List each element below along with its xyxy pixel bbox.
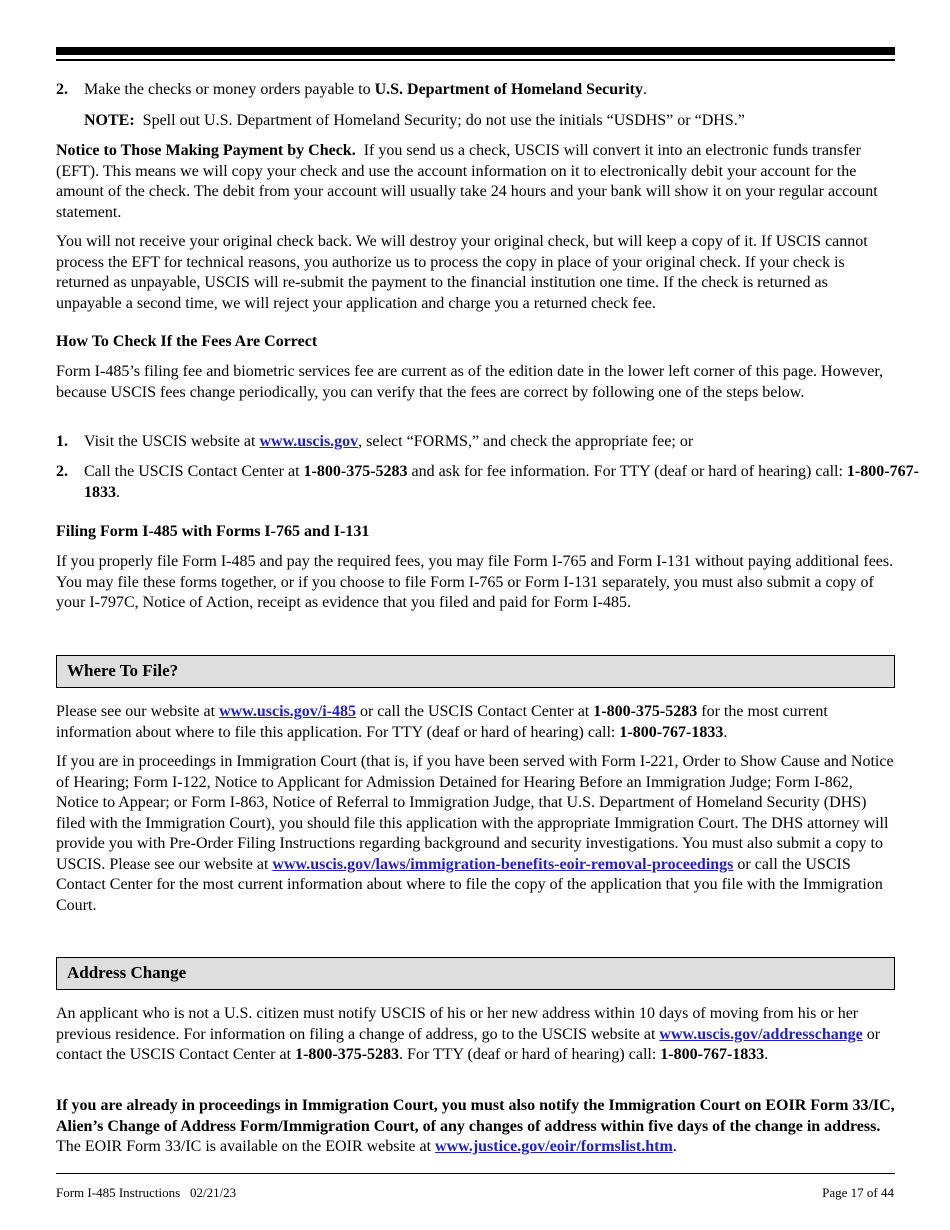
- check-notice-paragraph: [56, 141, 895, 223]
- uscis-website-link[interactable]: www.uscis.gov: [259, 433, 359, 450]
- header-rule-thick: [56, 47, 895, 55]
- payee-name: U.S. Department of Homeland Security: [374, 81, 643, 98]
- step-text-end: .: [116, 483, 120, 501]
- i485-link[interactable]: www.uscis.gov/i-485: [219, 703, 356, 720]
- step-text: Call the USCIS Contact Center at: [84, 463, 304, 480]
- address-paragraph-1: [56, 1004, 895, 1066]
- item-2-payable: [56, 80, 923, 101]
- address-text-mid: or contact the USCIS Contact Center at: [56, 1025, 881, 1063]
- filing-text: If you properly file Form I-485 and pay the required fees, you may file Form I-765 and Form I-131 without paying additional fees. You may file these forms together, or if you choose to file Form I-765 or Form I-131 separately, you must also submit a copy of your I-797C, Notice of Action, receipt as evidence that you filed and paid for Form I-485.: [56, 553, 894, 611]
- where-text-end: .: [723, 723, 728, 741]
- where-text-2-end: or call the USCIS Contact Center for the most current information about where to file the copy of the application that you file with the Immigration Court.: [56, 855, 883, 914]
- where-paragraph-2: [56, 752, 895, 916]
- step-text-mid: and ask for fee information. For TTY (deaf or hard of hearing) call:: [407, 463, 847, 480]
- item-number: 2.: [56, 81, 68, 98]
- fees-step-2: [56, 462, 923, 503]
- contact-phone: 1-800-375-5283: [295, 1046, 400, 1063]
- where-text-2: If you are in proceedings in Immigration Court (that is, if you have been served with Form I-221, Order to Show Cause and Notice of Hearing; Form I-122, Notice to Applicant for Admission Detained for Hearing Before an Immigration Judge; Form I-862, Notice to Appear; or Form I-863, Notice of Referral to Immigration Judge, that U.S. Department of Homeland Security (DHS) filed with the Immigration Court), you should file this application with the appropriate Immigration Court. The DHS attorney will provide you with Pre-Order Filing Instructions regarding background and security investigations. You must also submit a copy to USCIS. Please see our website at: [56, 753, 894, 873]
- address-paragraph-2: [56, 1096, 895, 1158]
- check-notice-paragraph-2: You will not receive your original check back. We will destroy your original check, but will keep a copy of it. If USCIS cannot process the EFT for technical reasons, you authorize us to process the copy in place of your original check. If your check is returned as unpayable, USCIS will re-submit the payment to the financial institution one time. If the check is returned as unpayable a second time, we will reject your application and charge you a returned check fee.: [56, 233, 868, 312]
- tty-phone: 1-800-767-1833: [619, 723, 724, 741]
- note-text: Spell out U.S. Department of Homeland Security; do not use the initials “USDHS” or “DHS.”: [142, 112, 745, 129]
- contact-phone: 1-800-375-5283: [303, 463, 408, 480]
- tty-phone: 1-800-767-1833: [84, 463, 919, 501]
- footer-form-edition: Form I-485 Instructions 02/21/23: [56, 1185, 237, 1200]
- address-text-mid2: . For TTY (deaf or hard of hearing) call:: [399, 1046, 661, 1063]
- address-text-end: .: [764, 1046, 769, 1063]
- section-title: Where To File?: [67, 661, 179, 680]
- fees-step-1: [56, 432, 923, 453]
- item-text-end: .: [642, 81, 647, 98]
- fees-heading-text: How To Check If the Fees Are Correct: [56, 333, 318, 350]
- note: [84, 111, 895, 132]
- contact-phone: 1-800-375-5283: [593, 703, 698, 720]
- item-text: Make the checks or money orders payable to: [84, 81, 375, 98]
- step-text-end: , select “FORMS,” and check the appropriate fee; or: [358, 433, 694, 450]
- footer-page-number: Page 17 of 44: [822, 1185, 894, 1200]
- address-text-2-end: .: [672, 1138, 677, 1155]
- filing-heading: [56, 522, 895, 543]
- fees-heading: [56, 332, 895, 353]
- note-label: NOTE:: [84, 112, 135, 129]
- eoir-forms-link[interactable]: www.justice.gov/eoir/formslist.htm: [435, 1138, 673, 1155]
- check-notice-heading: Notice to Those Making Payment by Check.: [56, 142, 356, 159]
- fees-intro: Form I-485’s filing fee and biometric services fee are current as of the edition date in the lower left corner of this page. However, because USCIS fees change periodically, you can verify that the fees are correct by following one of the steps below.: [56, 363, 884, 401]
- footer-rule: [56, 1173, 895, 1174]
- step-number: 2.: [56, 463, 68, 480]
- where-text-mid: or call the USCIS Contact Center at: [355, 703, 594, 720]
- eoir-proceedings-link[interactable]: www.uscis.gov/laws/immigration-benefits-eoir-removal-proceedings: [272, 855, 734, 873]
- address-change-header: [56, 957, 895, 990]
- address-change-link[interactable]: www.uscis.gov/addresschange: [659, 1025, 863, 1043]
- filing-heading-text: Filing Form I-485 with Forms I-765 and I-131: [56, 523, 370, 540]
- check-notice-text: If you send us a check, USCIS will convert it into an electronic funds transfer (EFT). This means we will copy your check and use the account information on it to electronically debit your account for the amount of the check. The debit from your account will usually take 24 hours and your bank will show it on your regular account statement.: [56, 142, 878, 221]
- address-text: An applicant who is not a U.S. citizen must notify USCIS of his or her new address within 10 days of moving from his or her previous residence. For information on filing a change of address, go to the USCIS website at: [56, 1005, 859, 1043]
- eoir-notice-bold: If you are already in proceedings in Immigration Court, you must also notify the Immigration Court on EOIR Form 33/IC, Alien’s Change of Address Form/Immigration Court, of any changes of address within five days of the change in address.: [56, 1097, 895, 1135]
- step-number: 1.: [56, 433, 68, 450]
- where-text-mid2: for the most current information about where to file this application. For TTY (deaf or hard of hearing) call:: [56, 703, 828, 741]
- where-paragraph-1: [56, 702, 895, 743]
- header-rule-thin: [56, 59, 895, 61]
- section-title: Address Change: [67, 963, 187, 982]
- where-text: Please see our website at: [56, 703, 220, 720]
- address-text-2: The EOIR Form 33/IC is available on the EOIR website at: [56, 1138, 436, 1155]
- step-text: Visit the USCIS website at: [84, 433, 260, 450]
- where-to-file-header: [56, 655, 895, 688]
- tty-phone: 1-800-767-1833: [660, 1046, 765, 1063]
